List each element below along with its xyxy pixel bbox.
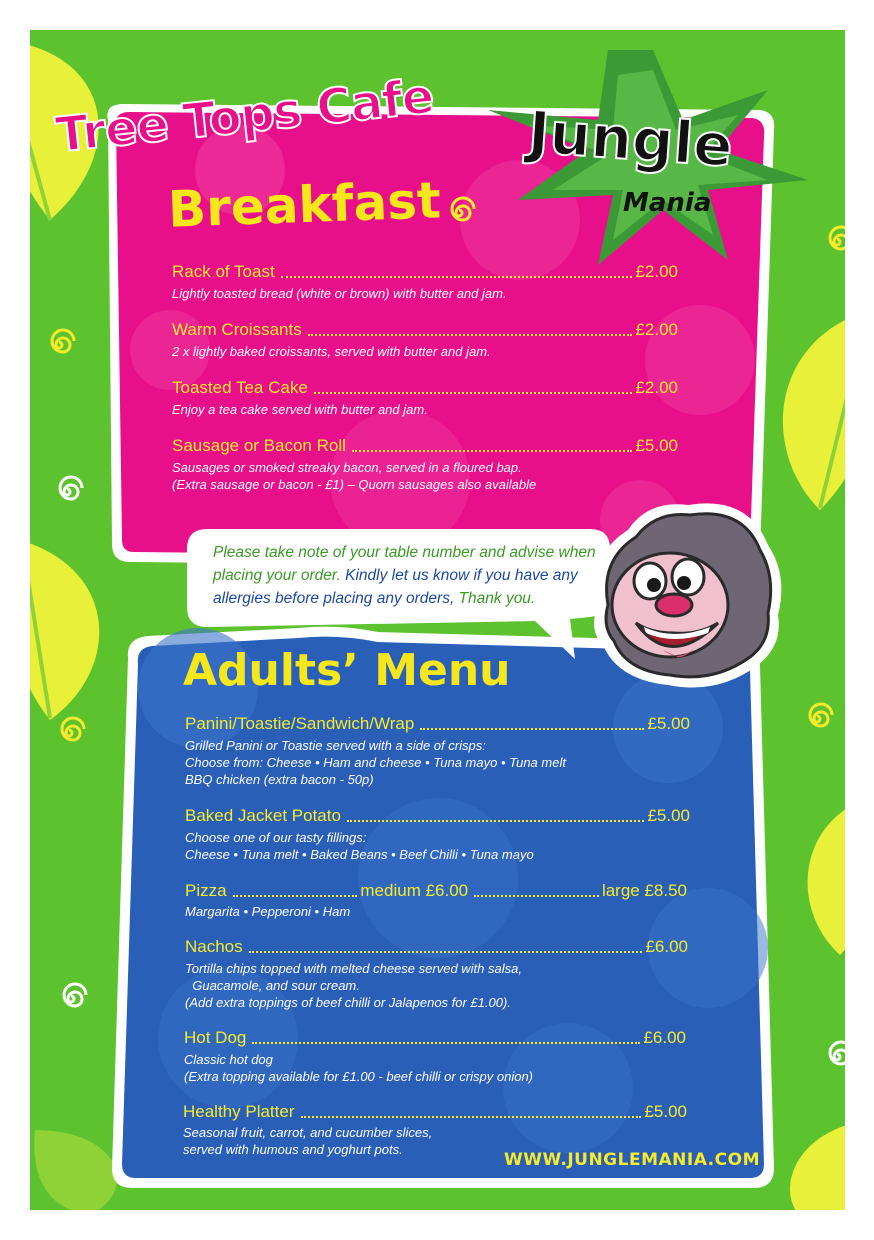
dot-leader <box>474 895 599 897</box>
menu-item-toasted-tea-cake <box>172 378 678 398</box>
dot-leader <box>308 334 633 336</box>
dot-leader <box>233 895 358 897</box>
item-price: £5.00 <box>644 1102 687 1121</box>
dot-leader <box>352 450 633 452</box>
item-description: 2 x lightly baked croissants, served with butter and jam. <box>172 344 491 359</box>
swirl-icon <box>50 475 84 509</box>
leaf-icon <box>770 1110 845 1210</box>
item-name: Baked Jacket Potato <box>185 806 341 825</box>
dot-leader <box>301 1116 642 1118</box>
item-description: Classic hot dog <box>184 1052 273 1067</box>
item-price: £2.00 <box>635 262 678 281</box>
swirl-icon <box>42 328 76 362</box>
menu-item-panini <box>185 714 690 734</box>
menu-item-jacket-potato <box>185 806 690 826</box>
item-name: Toasted Tea Cake <box>172 378 308 397</box>
notice-fragment: allergies before placing any orders, <box>213 590 455 607</box>
item-name: Warm Croissants <box>172 320 302 339</box>
item-description: Tortilla chips topped with melted cheese served with salsa, <box>185 961 522 976</box>
jungle-mania-logo <box>478 30 828 270</box>
dot-leader <box>347 820 645 822</box>
item-price-medium: medium £6.00 <box>360 881 469 900</box>
swirl-icon <box>820 1040 845 1074</box>
menu-item-warm-croissants <box>172 320 678 340</box>
logo-word-mania: Mania <box>623 188 712 218</box>
item-price: £2.00 <box>635 378 678 397</box>
item-description: Choose one of our tasty fillings: <box>185 830 367 845</box>
logo-word-jungle: Jungle <box>525 97 736 181</box>
menu-item-healthy-platter <box>183 1102 687 1122</box>
item-name: Healthy Platter <box>183 1102 295 1121</box>
item-name: Sausage or Bacon Roll <box>172 436 346 455</box>
gorilla-mascot-icon <box>578 495 790 695</box>
leaf-icon <box>790 790 845 960</box>
dot-leader <box>252 1042 640 1044</box>
item-name: Hot Dog <box>184 1028 247 1047</box>
item-description: Grilled Panini or Toastie served with a side of crisps: <box>185 738 486 753</box>
item-description: (Extra topping available for £1.00 - beef chilli or crispy onion) <box>184 1069 534 1084</box>
item-price: £6.00 <box>645 937 688 956</box>
item-price: £5.00 <box>647 806 690 825</box>
dot-leader <box>314 392 633 394</box>
swirl-icon <box>54 982 88 1016</box>
menu-item-pizza <box>185 881 687 901</box>
menu-item-rack-of-toast <box>172 262 678 282</box>
notice-fragment: placing your order. <box>213 567 341 584</box>
item-description: served with humous and yoghurt pots. <box>183 1142 403 1157</box>
adults-menu-heading: Adults’ Menu <box>183 645 511 696</box>
dot-leader <box>249 951 643 953</box>
cafe-title: Tree Tops Cafe <box>53 68 436 164</box>
item-price: £5.00 <box>647 714 690 733</box>
dot-leader <box>420 728 644 730</box>
dot-leader <box>281 276 633 278</box>
item-description: Enjoy a tea cake served with butter and jam. <box>172 402 428 417</box>
breakfast-heading: Breakfast <box>167 171 442 239</box>
item-description: (Add extra toppings of beef chilli or Jalapenos for £1.00). <box>185 995 511 1010</box>
website-link[interactable]: WWW.JUNGLEMANIA.COM <box>504 1150 760 1170</box>
item-description: Guacamole, and sour cream. <box>185 978 360 993</box>
item-description: Seasonal fruit, carrot, and cucumber slices, <box>183 1125 433 1140</box>
item-description: Sausages or smoked streaky bacon, served in a floured bap. <box>172 460 522 475</box>
swirl-icon <box>800 702 834 736</box>
item-description: (Extra sausage or bacon - £1) – Quorn sausages also available <box>172 477 537 492</box>
swirl-icon <box>442 196 476 230</box>
menu-item-hot-dog <box>184 1028 686 1048</box>
item-name: Rack of Toast <box>172 262 275 281</box>
item-price-large: large £8.50 <box>601 881 688 900</box>
menu-item-nachos <box>185 937 688 957</box>
item-price: £6.00 <box>643 1028 686 1047</box>
item-description: Choose from: Cheese • Ham and cheese • Tuna mayo • Tuna melt <box>185 755 566 770</box>
item-name: Nachos <box>185 937 243 956</box>
item-name: Panini/Toastie/Sandwich/Wrap <box>185 714 415 733</box>
item-description: Margarita • Pepperoni • Ham <box>185 904 351 919</box>
item-description: BBQ chicken (extra bacon - 50p) <box>185 772 374 787</box>
notice-fragment: Thank you. <box>454 590 536 607</box>
notice-text <box>213 541 596 610</box>
item-price: £5.00 <box>635 436 678 455</box>
item-description: Cheese • Tuna melt • Baked Beans • Beef Chilli • Tuna mayo <box>185 847 534 862</box>
notice-fragment: Kindly let us know if you have any <box>340 567 578 584</box>
item-name: Pizza <box>185 881 227 900</box>
swirl-icon <box>52 716 86 750</box>
menu-item-sausage-roll <box>172 436 678 456</box>
item-description: Lightly toasted bread (white or brown) with butter and jam. <box>172 286 507 301</box>
item-price: £2.00 <box>635 320 678 339</box>
notice-line: Please take note of your table number and advise when <box>213 544 596 561</box>
